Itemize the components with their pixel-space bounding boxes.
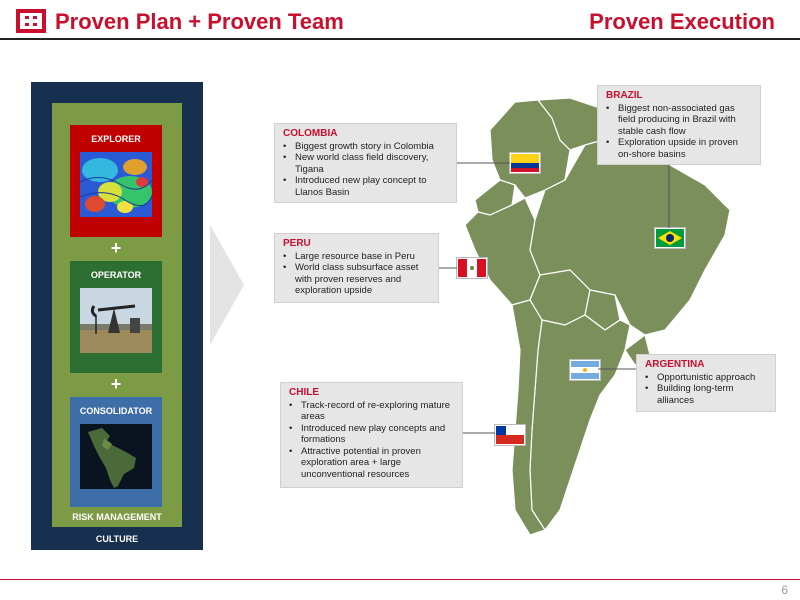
brazil-title: BRAZIL (606, 90, 643, 101)
chile-title: CHILE (289, 387, 319, 398)
culture-label: CULTURE (95, 534, 139, 544)
page-subtitle: Proven Execution (589, 9, 775, 34)
footer-divider (0, 579, 800, 580)
chile-bullet: • Track-record of re-exploring mature areas (289, 400, 454, 423)
argentina-bullet: • Opportunistic approach (645, 372, 767, 384)
plus-sign: + (110, 374, 122, 394)
explorer-label: EXPLORER (91, 134, 141, 144)
peru-bullet: • Large resource base in Peru (283, 251, 430, 263)
plus-sign: + (110, 238, 122, 258)
page-title: Proven Plan + Proven Team (55, 9, 344, 34)
risk-management-label: RISK MANAGEMENT (72, 512, 162, 522)
chile-bullet: • Attractive potential in proven exploration area + large unconventional resources (289, 446, 454, 481)
colombia-bullet: • New world class field discovery, Tigana (283, 152, 448, 175)
colombia-title: COLOMBIA (283, 128, 338, 139)
peru-bullet: • World class subsurface asset with proven reserves and exploration upside (283, 262, 430, 297)
peru-title: PERU (283, 238, 311, 249)
operator-label: OPERATOR (90, 270, 142, 280)
brazil-bullet: • Biggest non-associated gas field producing in Brazil with stable cash flow (606, 103, 752, 138)
page-number: 6 (781, 583, 788, 597)
argentina-bullet: • Building long-term alliances (645, 383, 767, 406)
brazil-bullet: • Exploration upside in proven on-shore basins (606, 137, 752, 160)
colombia-bullet: • Introduced new play concept to Llanos Basin (283, 175, 448, 198)
argentina-title: ARGENTINA (645, 359, 705, 370)
chile-bullet: • Introduced new play concepts and formations (289, 423, 454, 446)
colombia-bullet: • Biggest growth story in Colombia (283, 141, 448, 153)
consolidator-label: CONSOLIDATOR (79, 406, 153, 416)
